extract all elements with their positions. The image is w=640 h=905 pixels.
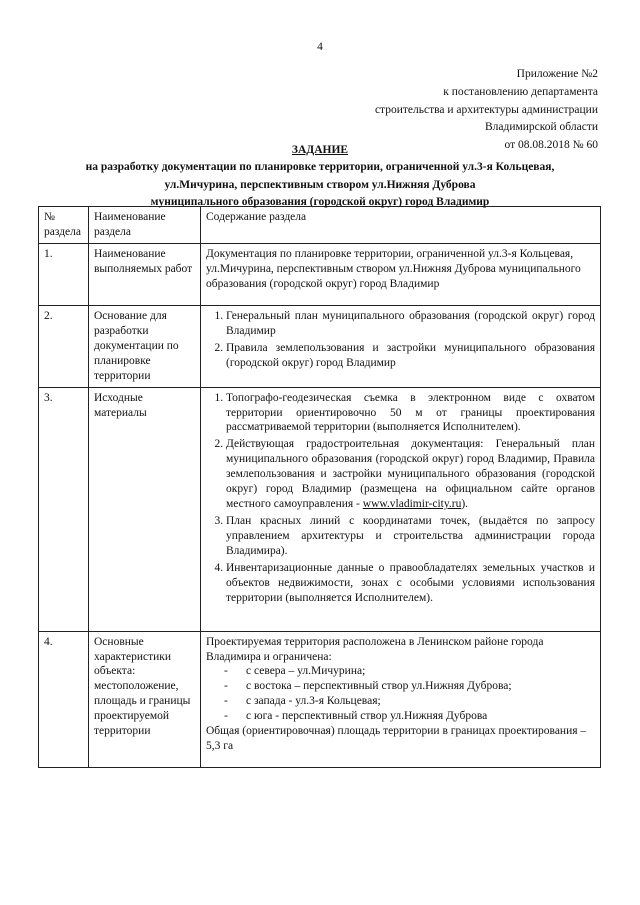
row-number: 3.: [39, 387, 89, 631]
list-item: - с востока – перспективный створ ул.Нижняя Дуброва;: [224, 679, 595, 694]
list-item-text: Действующая градостроительная документация: Генеральный план муниципального образования (городской округ) город Владимир, Правила землепользования и застройки муниципального образования (городской округ) город Владимир (размещена на официальном сайте органов местного самоуправления -: [226, 438, 595, 511]
header-section-number: № раздела: [39, 207, 89, 244]
table-header-row: [39, 207, 601, 244]
list-item: 1. Топографо-геодезическая съемка в электронном виде с охватом территории ориентировочно 50 м от границы проектирования рассматриваемой территории (выполняется Исполнителем).: [226, 391, 595, 436]
row-name: Наименование выполняемых работ: [89, 243, 201, 305]
link-suffix: ).: [461, 498, 469, 511]
row-content: [201, 631, 601, 767]
row-number: 1.: [39, 243, 89, 305]
list-item: 2. Правила землепользования и застройки муниципального образования (городской округ) город Владимир: [226, 341, 595, 371]
list-item: - с севера – ул.Мичурина;: [224, 664, 595, 679]
row-name: Исходные материалы: [89, 387, 201, 631]
appendix-line: к постановлению департамента: [443, 85, 598, 98]
list-item: 1. Генеральный план муниципального образования (городской округ) город Владимир: [226, 309, 595, 339]
appendix-line: от 08.08.2018 № 60: [504, 139, 598, 152]
row-number: 4.: [39, 631, 89, 767]
row-content: [201, 305, 601, 387]
table-row: [39, 243, 601, 305]
title-line: муниципального образования (городской округ) город Владимир: [150, 195, 490, 208]
title-line: на разработку документации по планировке территории, ограниченной ул.3-я Кольцевая,: [85, 161, 555, 174]
boundaries-list: [206, 664, 595, 724]
assignment-table: [38, 206, 601, 768]
website-link[interactable]: www.vladimir-city.ru: [362, 498, 462, 511]
row-name: Основание для разработки документации по планировке территории: [89, 305, 201, 387]
list-item: 3. План красных линий с координатами точек, (выдаётся по запросу управлением архитектуры и строительства администрации города Владимира).: [226, 514, 595, 559]
territory-intro: Проектируемая территория расположена в Ленинском районе города Владимира и ограничена:: [206, 635, 544, 663]
list-item: - с юга - перспективный створ ул.Нижняя Дуброва: [224, 709, 595, 724]
row-name: Основные характеристики объекта: местоположение, площадь и границы проектируемой территории: [89, 631, 201, 767]
header-section-content: Содержание раздела: [201, 207, 601, 244]
list-item: [226, 437, 595, 512]
appendix-line: Владимирской области: [484, 121, 598, 134]
territory-area: Общая (ориентировочная) площадь территории в границах проектирования – 5,3 га: [206, 725, 587, 753]
table-row: [39, 631, 601, 767]
header-section-name: Наименование раздела: [89, 207, 201, 244]
row-content: [201, 387, 601, 631]
appendix-line: Приложение №2: [516, 68, 598, 80]
source-materials-list: [206, 391, 595, 606]
appendix-line: строительства и архитектуры администрации: [374, 103, 598, 116]
page-number: 4: [317, 41, 323, 53]
basis-list: [206, 309, 595, 371]
row-number: 2.: [39, 305, 89, 387]
list-item: - с запада - ул.3-я Кольцевая;: [224, 694, 595, 709]
table-row: [39, 305, 601, 387]
table-row: [39, 387, 601, 631]
row-content: Документация по планировке территории, ограниченной ул.3-я Кольцевая, ул.Мичурина, перспективным створом ул.Нижняя Дуброва муниципального образования (городской округ) город Владимир: [201, 243, 601, 305]
title-line: ул.Мичурина, перспективным створом ул.Нижняя Дуброва: [164, 178, 476, 191]
list-item: 4. Инвентаризационные данные о правообладателях земельных участков и объектов недвижимости, зонах с особыми условиями использования территории (выполняется Исполнителем).: [226, 561, 595, 606]
document-heading: ЗАДАНИЕ: [291, 144, 349, 156]
title-block: [40, 142, 600, 211]
